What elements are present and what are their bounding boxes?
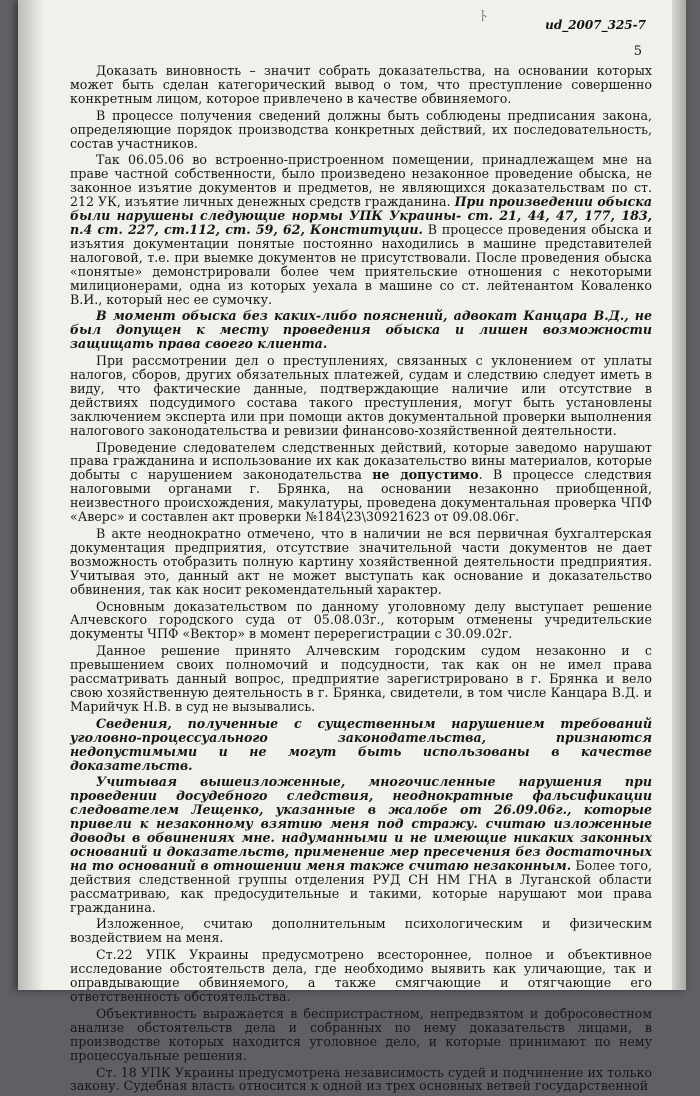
- emphasized-text: В момент обыска без каких-либо пояснений, адвокат Канцара В.Д., не был допущен к месту проведения обыска и лишен возможности защищать права своего клиента.: [70, 308, 652, 352]
- paragraph-text: Изложенное, считаю дополнительным психологическим и физическим воздействием на меня.: [70, 916, 652, 946]
- document-body: [70, 64, 652, 1096]
- paragraph: [70, 527, 652, 597]
- paragraph-text: Объективность выражается в беспристрастном, непредвзятом и добросовестном анализе обстоятельств дела и собранных по нему доказательств лицами, в производстве которых находится уголовное дело, и которые принимают по нему процессуальные решения.: [70, 1005, 652, 1063]
- page-edge: [672, 0, 686, 990]
- emphasized-text: При произведении обыска были нарушены следующие нормы УПК Украины- ст. 21, 44, 47, 177, 183, п.4 ст. 227, ст.112, ст. 59, 62, Конституции.: [70, 194, 652, 237]
- pen-mark-icon: ﾄ: [480, 9, 487, 25]
- document-page: [18, 0, 686, 1094]
- paragraph: [70, 1007, 652, 1063]
- binding-shadow: [18, 0, 44, 990]
- paragraph-text: Проведение следователем следственных действий, которые заведомо нарушают права гражданина и использование их как доказательство вины материалов, которые добыты с нарушением законодательства: [70, 439, 652, 483]
- paragraph-text: При рассмотрении дел о преступлениях, связанных с уклонением от уплаты налогов, сборов, других обязательных платежей, судам и следствию следует иметь в виду, что фактические данные, подтверждающие наличие или отсутствие в действиях подсудимого состава такого преступления, могут быть установлены заключением эксперта или при помощи актов документальной проверки выполнения налогового законодательства и ревизии финансово-хозяйственной деятельности.: [70, 353, 652, 438]
- paragraph: [70, 153, 652, 306]
- emphasized-text: Учитывая вышеизложенные, многочисленные нарушения при проведении досудебного следствия, неоднократные фальсификации следователем Лещенко, указанные в жалобе от 26.09.06г., которые привели к незаконному взятию меня под стражу. считаю изложенные доводы в обвинениях мне. надуманными и не имеющие никаких законных оснований и доказательств, применение мер пресечения без достаточных на то оснований в отношении меня также считаю незаконным.: [70, 774, 652, 873]
- paragraph-text: Доказать виновность – значит собрать доказательства, на основании которых может быть сделан категорический вывод о том, что преступление совершенно конкретным лицом, которое привлечено в качестве обвиняемого.: [70, 63, 652, 106]
- paragraph-text: Данное решение принято Алчевским городским судом незаконно и с превышением своих полномочий и подсудности, так как он не имел права рассматривать данный вопрос, предприятие зарегистрировано в г. Брянка и вело свою хозяйственную деятельность в г. Брянка, свидетели, в том числе Канцара В.Д. и Марийчук Н.В. в суд не вызывались.: [70, 643, 652, 714]
- paragraph: [70, 1066, 652, 1094]
- paragraph-text: . В процессе следствия налоговыми органами г. Брянка, на основании незаконно приобщенной, неизвестного происхождения, макулатуры, проведена документальная проверка ЧПФ «Аверс» и составлен акт проверки №184\23\30921623 от 09.08.06г.: [70, 467, 652, 525]
- paragraph: [70, 64, 652, 106]
- paragraph-text: Ст. 18 УПК Украины предусмотрена независимость судей и подчинение их только закону. Судебная власть относится к одной из трех основных ветвей государственной: [70, 1064, 652, 1094]
- paragraph: [70, 775, 652, 914]
- paragraph-text: Так 06.05.06 во встроенно-пристроенном помещении, принадлежащем мне на праве частной собственности, было произведено незаконное проведение обыска, не законное изъятие документов и предметов, не являющихся доказательствам по ст. 212 УК, изъятие личных денежных средств гражданина.: [70, 152, 652, 210]
- emphasized-text: не допустимо: [372, 467, 479, 483]
- paragraph: [70, 600, 652, 642]
- page-number: 5: [633, 44, 642, 59]
- paragraph-text: В процессе получения сведений должны быть соблюдены предписания закона, определяющие порядок производства конкретных действий, их последовательность, состав участников.: [70, 107, 652, 151]
- paragraph: [70, 644, 652, 714]
- paragraph: [70, 948, 652, 1004]
- paragraph: [70, 109, 652, 151]
- paragraph: [70, 441, 652, 524]
- paragraph-text: В процессе проведения обыска и изъятия документации понятые постоянно находились в машине представителей налоговой, т.е. при выемке документов не присутствовали. После проведения обыска «понятые» демонстрировали более чем приятельские отношения с некоторыми милиционерами, одна из которых уехала в машине со ст. лейтенантом Коваленко В.И., который нес ее сумочку.: [70, 221, 652, 307]
- paragraph-text: Основным доказательством по данному уголовному делу выступает решение Алчевского городского суда от 05.08.03г., которым отменены учредительские документы ЧПФ «Вектор» в момент перерегистрации с 30.09.02г.: [70, 598, 652, 642]
- paragraph: [70, 917, 652, 945]
- paragraph: [70, 309, 652, 351]
- paragraph-text: Более того, действия следственной группы отделения РУД СН НМ ГНА в Луганской области рассматриваю, как предосудительные и такими, которые нарушают мои права гражданина.: [70, 857, 652, 915]
- paragraph-text: Ст.22 УПК Украины предусмотрено всестороннее, полное и объективное исследование обстоятельств дела, где необходимо выявить как уличающие, так и оправдывающие обвиняемого, а также смягчающие и отягчающие его ответственность обстоятельства.: [70, 947, 652, 1004]
- document-id: ud_2007_325-7: [545, 18, 646, 32]
- emphasized-text: Сведения, полученные с существенным нарушением требований уголовно-процессуального законодательства, признаются недопустимыми и не могут быть использованы в качестве доказательств.: [70, 715, 652, 773]
- paragraph: [70, 354, 652, 437]
- paragraph-text: В акте неоднократно отмечено, что в наличии не вся первичная бухгалтерская документация предприятия, отсутствие значительной части документов не дает возможность отобразить полную картину хозяйственной деятельности предприятия. Учитывая это, данный акт не может выступать как основание и доказательство обвинения, так как носит рекомендательный характер.: [70, 526, 652, 597]
- paragraph: [70, 717, 652, 773]
